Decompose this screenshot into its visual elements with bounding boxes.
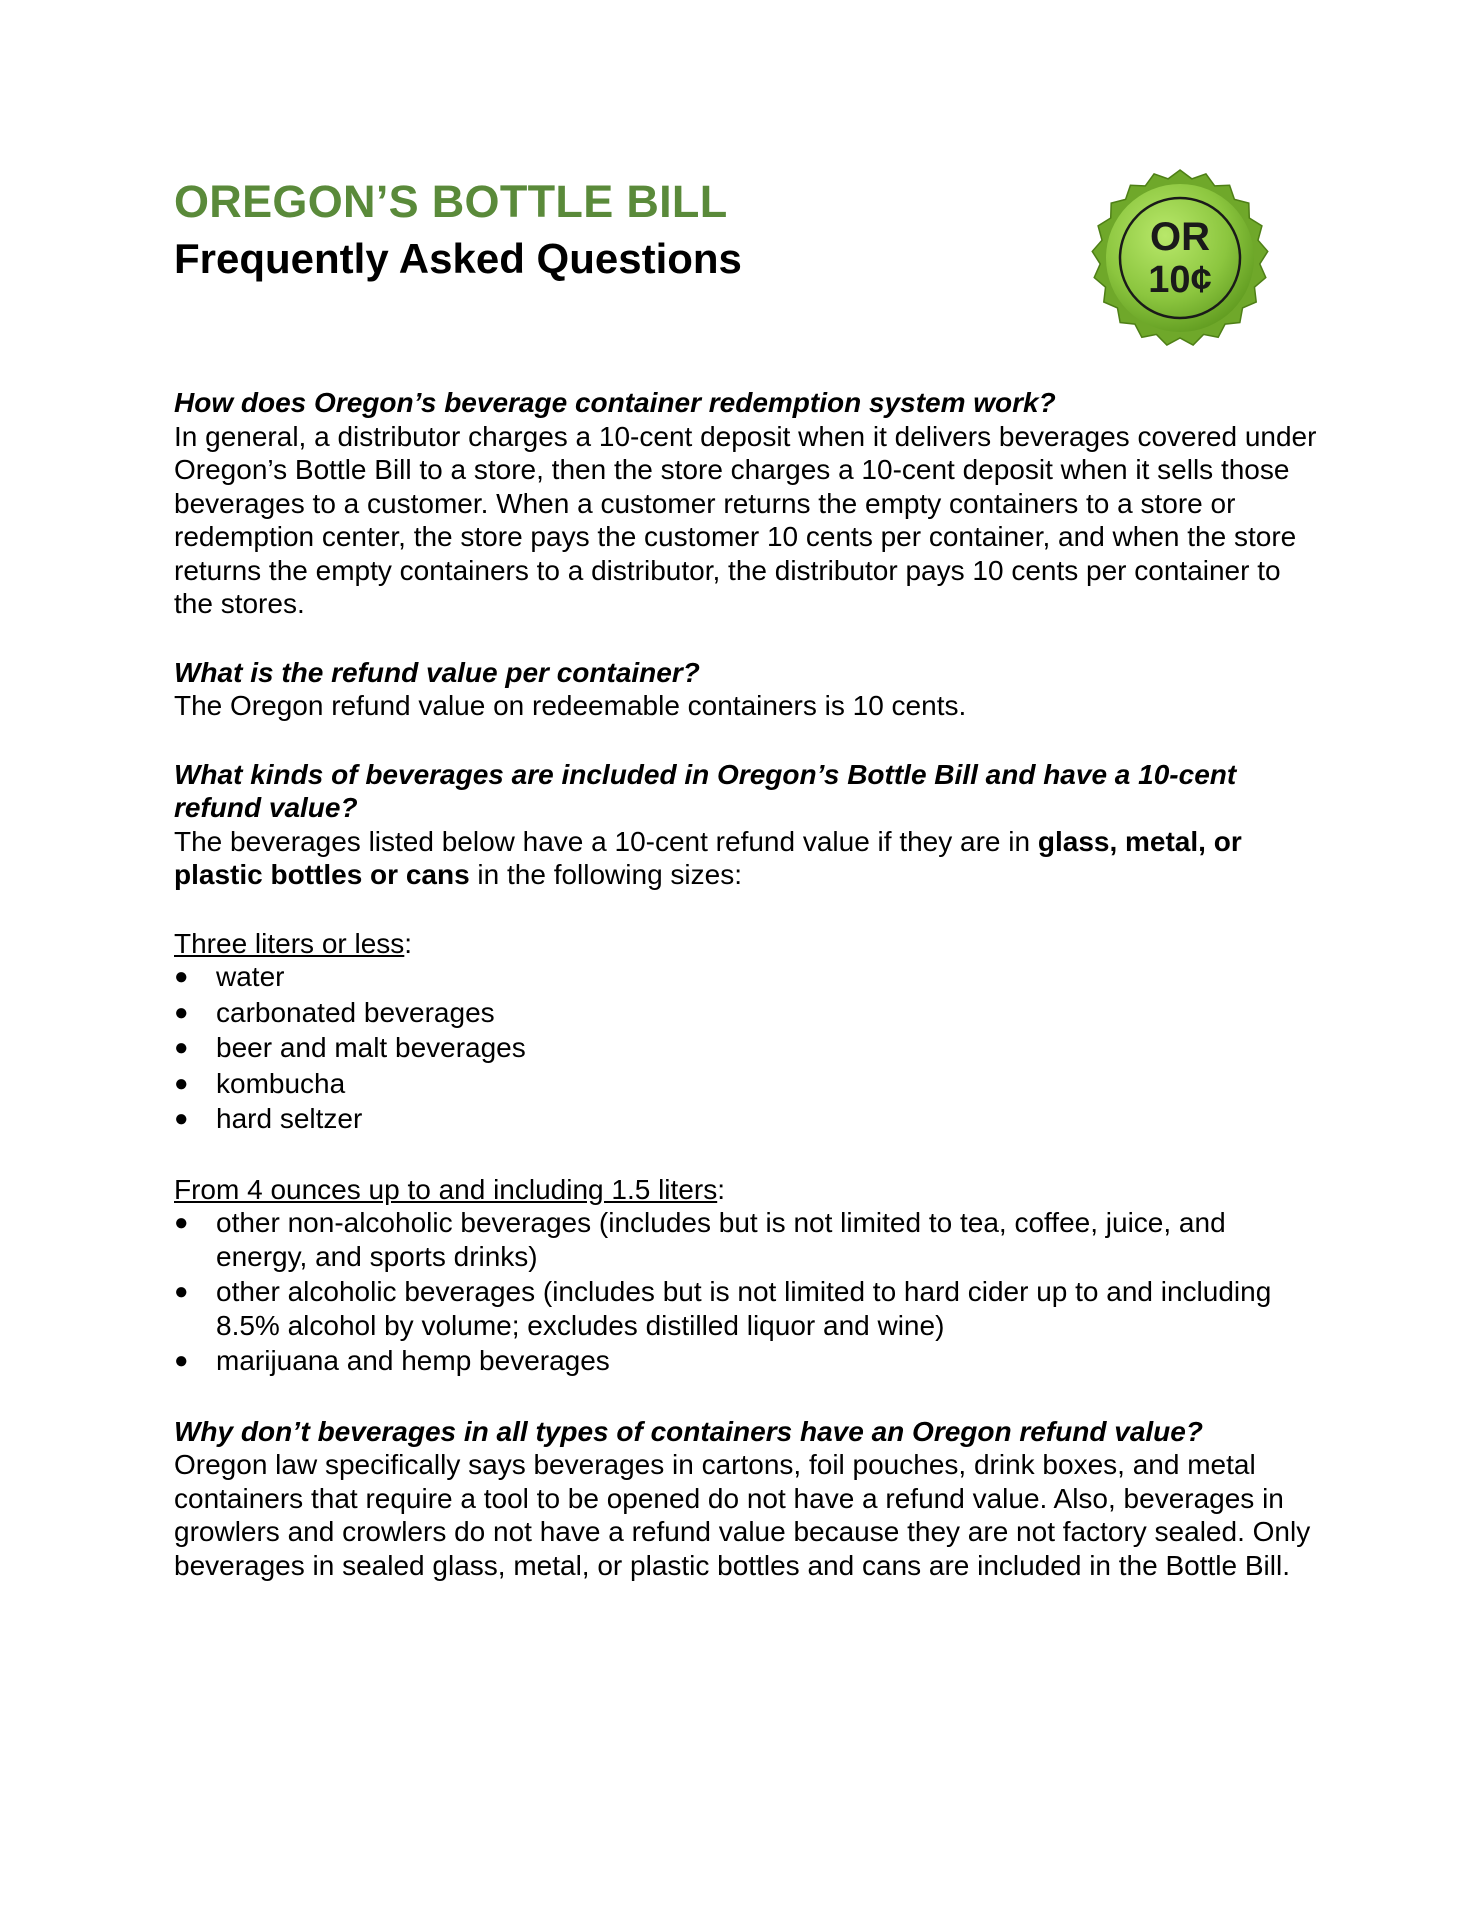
bullet-list: [174, 960, 1324, 1136]
list-item: [174, 1031, 1324, 1065]
bullet-icon: ●: [174, 1347, 189, 1374]
list-item-text: other non-alcoholic beverages (includes but is not limited to tea, coffee, juice, and energy, and sports drinks): [216, 1207, 1226, 1272]
list-item-text: hard seltzer: [216, 1103, 363, 1134]
bullet-icon: ●: [174, 1069, 189, 1097]
list-heading-label: Three liters or less: [174, 927, 405, 959]
list-heading-suffix: :: [717, 1173, 725, 1205]
bullet-icon: ●: [174, 1034, 189, 1061]
bottle-cap-logo: [1090, 168, 1270, 348]
list-heading-label: From 4 ounces up to and including 1.5 liters: [174, 1173, 718, 1205]
list-item-text: other alcoholic beverages (includes but is not limited to hard cider up to and including 8.5% alcohol by volume; excludes distilled liquor and wine): [216, 1276, 1272, 1341]
bullet-icon: ●: [174, 1105, 189, 1132]
faq-question: What is the refund value per container?: [174, 656, 700, 688]
page-title: OREGON’S BOTTLE BILL: [174, 176, 728, 227]
page-subtitle: Frequently Asked Questions: [174, 235, 742, 282]
faq-question: Why don’t beverages in all types of containers have an Oregon refund value?: [174, 1415, 1203, 1447]
badge-line-1: OR: [1150, 215, 1210, 259]
answer-text: in the following sizes:: [469, 859, 742, 890]
faq-answer: [174, 825, 1324, 892]
bullet-list: [174, 1206, 1324, 1378]
list-heading: [174, 927, 1324, 961]
faq-answer: The Oregon refund value on redeemable containers is 10 cents.: [174, 690, 967, 721]
list-item: [174, 1067, 1324, 1101]
faq-answer: In general, a distributor charges a 10-cent deposit when it delivers beverages covered under Oregon’s Bottle Bill to a store, then the store charges a 10-cent deposit when it sells those beverages to a customer. When a customer returns the empty containers to a store or redemption center, the store pays the customer 10 cents per container, and when the store returns the empty containers to a distributor, the distributor pays 10 cents per container to the stores.: [174, 420, 1317, 619]
answer-bold-text: glass, metal, or plastic bottles or cans: [174, 825, 1242, 890]
list-heading: [174, 1173, 1324, 1207]
list-item-text: beer and malt beverages: [216, 1032, 526, 1063]
list-item: [174, 960, 1324, 994]
bullet-icon: ●: [174, 1278, 189, 1305]
list-item-text: marijuana and hemp beverages: [216, 1345, 610, 1376]
list-item: [174, 1275, 1324, 1342]
badge-line-2: 10¢: [1148, 259, 1212, 301]
list-item: [174, 1102, 1324, 1136]
list-item: [174, 1206, 1324, 1273]
list-item-text: kombucha: [216, 1067, 346, 1099]
list-item-text: water: [216, 961, 285, 992]
answer-text: The beverages listed below have a 10-cent refund value if they are in: [174, 825, 1038, 857]
faq-question: How does Oregon’s beverage container redemption system work?: [174, 387, 1056, 418]
bullet-icon: ●: [174, 998, 189, 1026]
bullet-icon: ●: [174, 1209, 189, 1236]
list-item: [174, 1344, 1324, 1378]
faq-question: What kinds of beverages are included in Oregon’s Bottle Bill and have a 10-cent refund value?: [174, 758, 1237, 823]
list-item-text: carbonated beverages: [216, 996, 495, 1028]
bullet-icon: ●: [174, 963, 189, 990]
faq-answer: Oregon law specifically says beverages in cartons, foil pouches, drink boxes, and metal containers that require a tool to be opened do not have a refund value. Also, beverages in growlers and crowlers do not have a refund value because they are not factory sealed. Only beverages in sealed glass, metal, or plastic bottles and cans are included in the Bottle Bill.: [174, 1449, 1311, 1581]
faq-content: [174, 386, 1324, 1582]
list-item: [174, 996, 1324, 1030]
list-heading-suffix: :: [404, 927, 413, 959]
